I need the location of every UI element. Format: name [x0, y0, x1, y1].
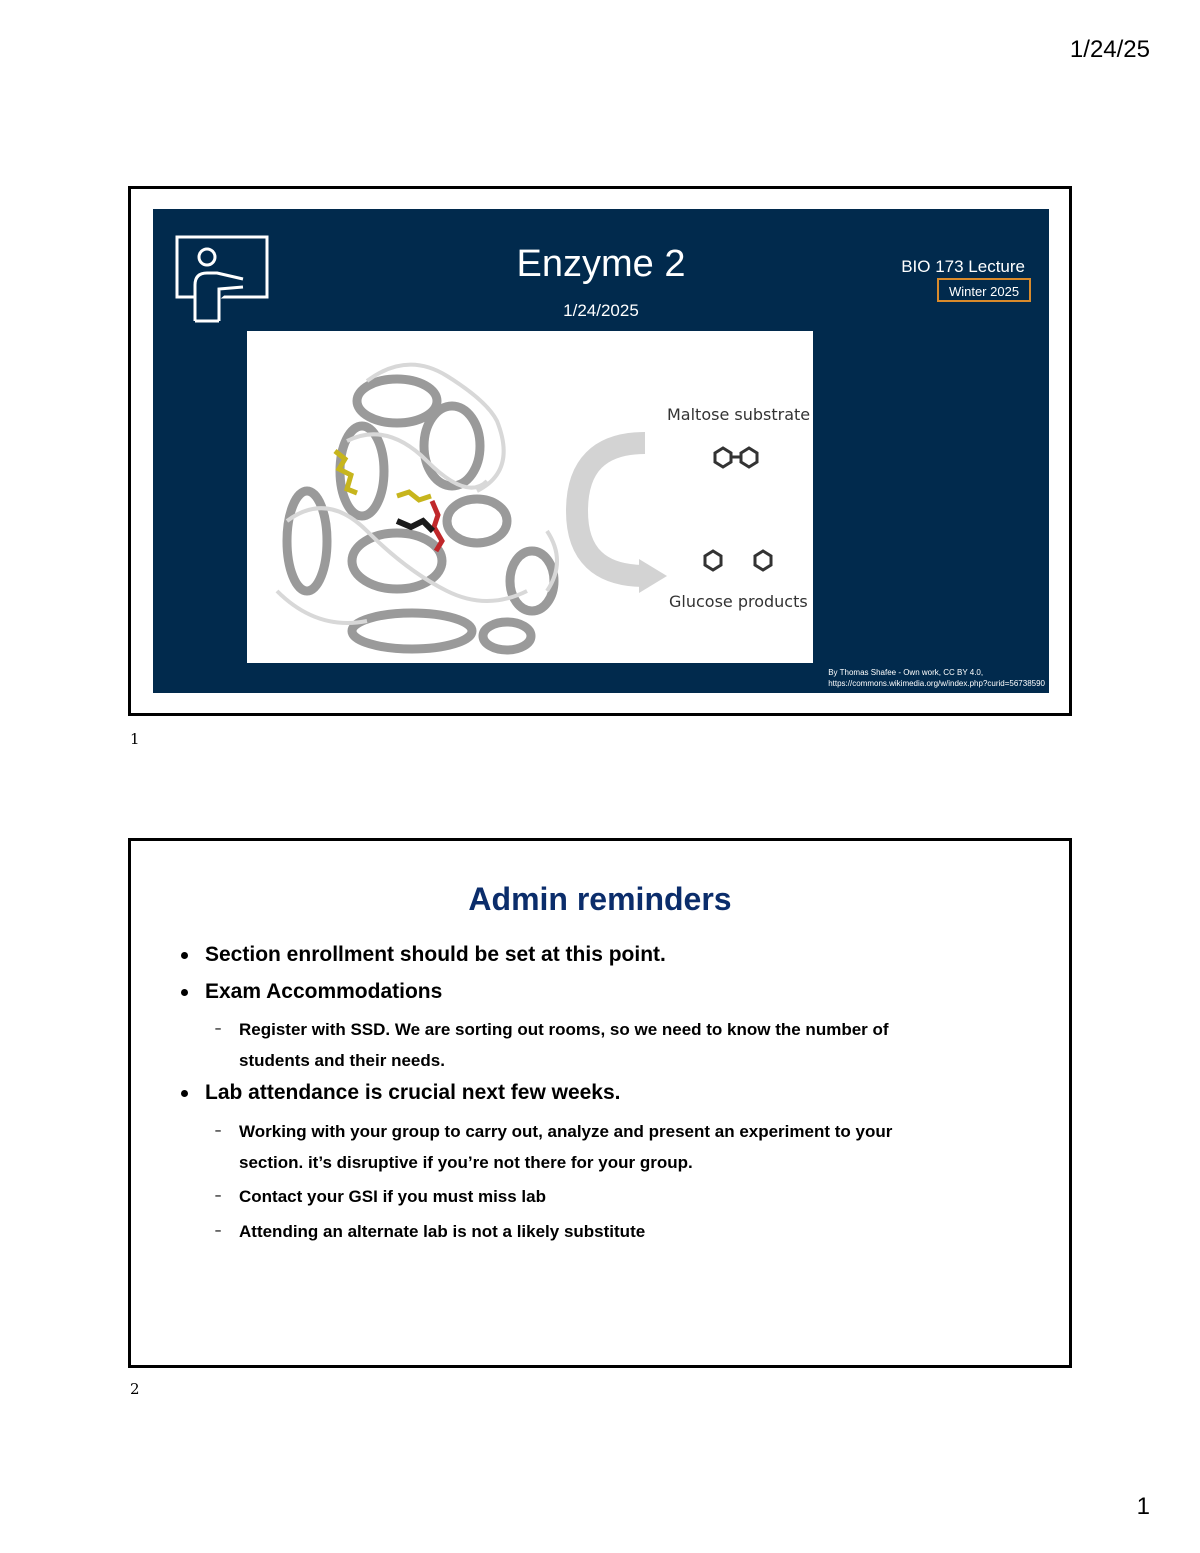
bullet-dot-icon — [181, 1090, 188, 1097]
slide-number: 2 — [130, 1380, 140, 1398]
slide-number: 1 — [130, 730, 140, 748]
slide-2 — [128, 838, 1072, 1368]
bullet-item: Exam Accommodations — [205, 980, 442, 1004]
image-credit — [828, 667, 1045, 689]
slide-date: 1/24/2025 — [563, 301, 639, 320]
slide-1 — [128, 186, 1072, 716]
enzyme-figure — [247, 331, 813, 663]
sub-bullet-icon: – — [215, 1125, 222, 1137]
credit-url: https://commons.wikimedia.org/w/index.php?curid=56738590 — [828, 679, 1045, 688]
sub-bullet-icon: – — [215, 1023, 222, 1035]
enzyme-structure-image — [247, 331, 813, 663]
slide-title: Admin reminders — [468, 881, 732, 917]
bullet-item: Section enrollment should be set at this point. — [205, 943, 666, 967]
term-badge: Winter 2025 — [937, 278, 1031, 302]
page-number: 1 — [1136, 1493, 1150, 1520]
sub-bullet-item: – Attending an alternate lab is not a likely substitute — [239, 1216, 939, 1247]
course-label: BIO 173 Lecture — [901, 257, 1025, 276]
sub-bullet-item: – Working with your group to carry out, analyze and present an experiment to your section. it’s disruptive if you’re not there for your group. — [239, 1116, 939, 1178]
slide-title: Enzyme 2 — [516, 243, 686, 285]
products-label: Glucose products — [669, 592, 808, 611]
bullet-dot-icon — [181, 989, 188, 996]
page-header-date: 1/24/25 — [1069, 36, 1150, 63]
bullet-item: Lab attendance is crucial next few weeks. — [205, 1081, 621, 1105]
title-slide-background — [153, 209, 1049, 693]
credit-author: By Thomas Shafee - Own work, CC BY 4.0, — [828, 668, 984, 677]
sub-bullet-icon: – — [215, 1190, 222, 1202]
sub-bullet-item: – Register with SSD. We are sorting out rooms, so we need to know the number of students and their needs. — [239, 1014, 939, 1076]
substrate-label: Maltose substrate — [667, 405, 811, 424]
sub-bullet-item: – Contact your GSI if you must miss lab — [239, 1181, 939, 1212]
sub-bullet-icon: – — [215, 1225, 222, 1237]
bullet-dot-icon — [181, 952, 188, 959]
